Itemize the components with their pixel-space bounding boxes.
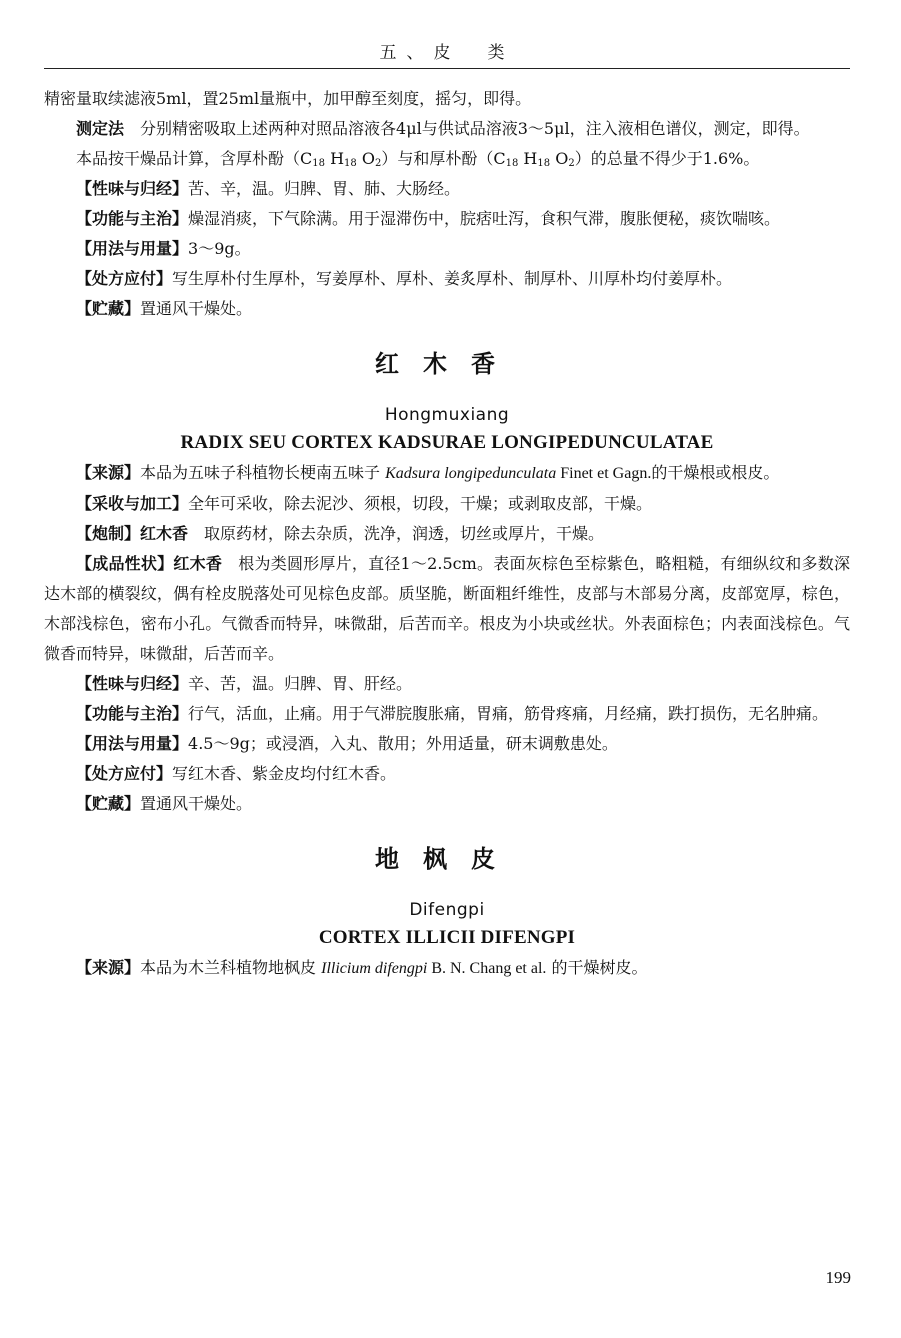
entry-title-difengpi: 地枫皮	[375, 845, 519, 873]
paragraph-usage: 【用法与用量】3～9g。	[76, 239, 251, 258]
paragraph-process: 【炮制】红木香 取原药材，除去杂质，洗净，润透，切丝或厚片，干燥。	[76, 524, 605, 543]
page-header	[44, 0, 850, 70]
running-header-title: 五、皮 类	[379, 43, 515, 63]
paragraph-content: 本品按干燥品计算，含厚朴酚（$C_{18}$ $H_{18}$ $O_2$）与和厚朴酚（$C_{18}$ $H_{18}$ $O_2$）的总量不得少于1.6%。	[76, 149, 760, 169]
paragraph-function: 【功能与主治】燥湿消痰，下气除满。用于湿滞伤中，脘痞吐泻，食积气滞，腹胀便秘，痰饮喘咳。	[76, 209, 781, 228]
paragraph-source-2: 【来源】本品为木兰科植物地枫皮 Illicium difengpi B. N. Chang et al. 的干燥树皮。	[76, 958, 648, 977]
paragraph-filtrate: 精密量取续滤液5ml，置25ml量瓶中，加甲醇至刻度，摇匀，即得。	[44, 89, 532, 108]
paragraph-taste-2: 【性味与归经】辛、苦，温。归脾、胃、肝经。	[76, 674, 413, 693]
paragraph-source: 【来源】本品为五味子科植物长梗南五味子 Kadsura longipedunculata Finet et Gagn.的干燥根或根皮。	[76, 463, 780, 482]
assay-text: 分别精密吸取上述两种对照品溶液各4μl与供试品溶液3～5μl，注入液相色谱仪，测定，即得。	[124, 119, 810, 138]
species-name: Kadsura longipedunculata	[385, 465, 557, 482]
page-number: 199	[825, 1268, 851, 1287]
paragraph-prescription: 【处方应付】写生厚朴付生厚朴，写姜厚朴、厚朴、姜炙厚朴、制厚朴、川厚朴均付姜厚朴。	[76, 269, 733, 288]
entry-latin-difengpi: CORTEX ILLICII DIFENGPI	[318, 927, 576, 948]
entry-pinyin-hongmuxiang: Hongmuxiang	[384, 405, 510, 425]
species-name-2: Illicium difengpi	[321, 960, 428, 977]
paragraph-character: 【成品性状】红木香 根为类圆形厚片，直径1～2.5cm。表面灰棕色至棕紫色，略粗糙，有细纵纹和多数深达木部的横裂纹，偶有栓皮脱落处可见棕色皮部。质坚脆，断面粗纤维性，皮部与木部易分离，皮部宽厚，棕色，木部浅棕色，密布小孔。气微香而特异，味微甜，后苦而辛。根皮为小块或丝状。外表面棕色；内表面浅棕色。气微香而特异，味微甜，后苦而辛。	[44, 554, 850, 663]
entry-title-hongmuxiang: 红木香	[375, 350, 519, 378]
entry-pinyin-difengpi: Difengpi	[409, 900, 485, 920]
header-rule	[44, 68, 850, 69]
paragraph-assay	[44, 114, 850, 144]
page-body	[44, 84, 850, 984]
assay-label: 测定法	[76, 119, 125, 138]
entry-latin-hongmuxiang: RADIX SEU CORTEX KADSURAE LONGIPEDUNCULATAE	[180, 432, 714, 453]
paragraph-taste: 【性味与归经】苦、辛，温。归脾、胃、肺、大肠经。	[76, 179, 461, 198]
paragraph-storage-2: 【贮藏】置通风干燥处。	[76, 794, 253, 813]
paragraph-harvest: 【采收与加工】全年可采收，除去泥沙、须根，切段，干燥；或剥取皮部，干燥。	[76, 494, 653, 513]
paragraph-prescription-2: 【处方应付】写红木香、紫金皮均付红木香。	[76, 764, 397, 783]
paragraph-function-2: 【功能与主治】行气，活血，止痛。用于气滞脘腹胀痛，胃痛，筋骨疼痛，月经痛，跌打损伤，无名肿痛。	[76, 704, 829, 723]
paragraph-storage: 【贮藏】置通风干燥处。	[76, 299, 253, 318]
paragraph-usage-2: 【用法与用量】4.5～9g；或浸酒，入丸、散用；外用适量，研末调敷患处。	[76, 734, 618, 753]
